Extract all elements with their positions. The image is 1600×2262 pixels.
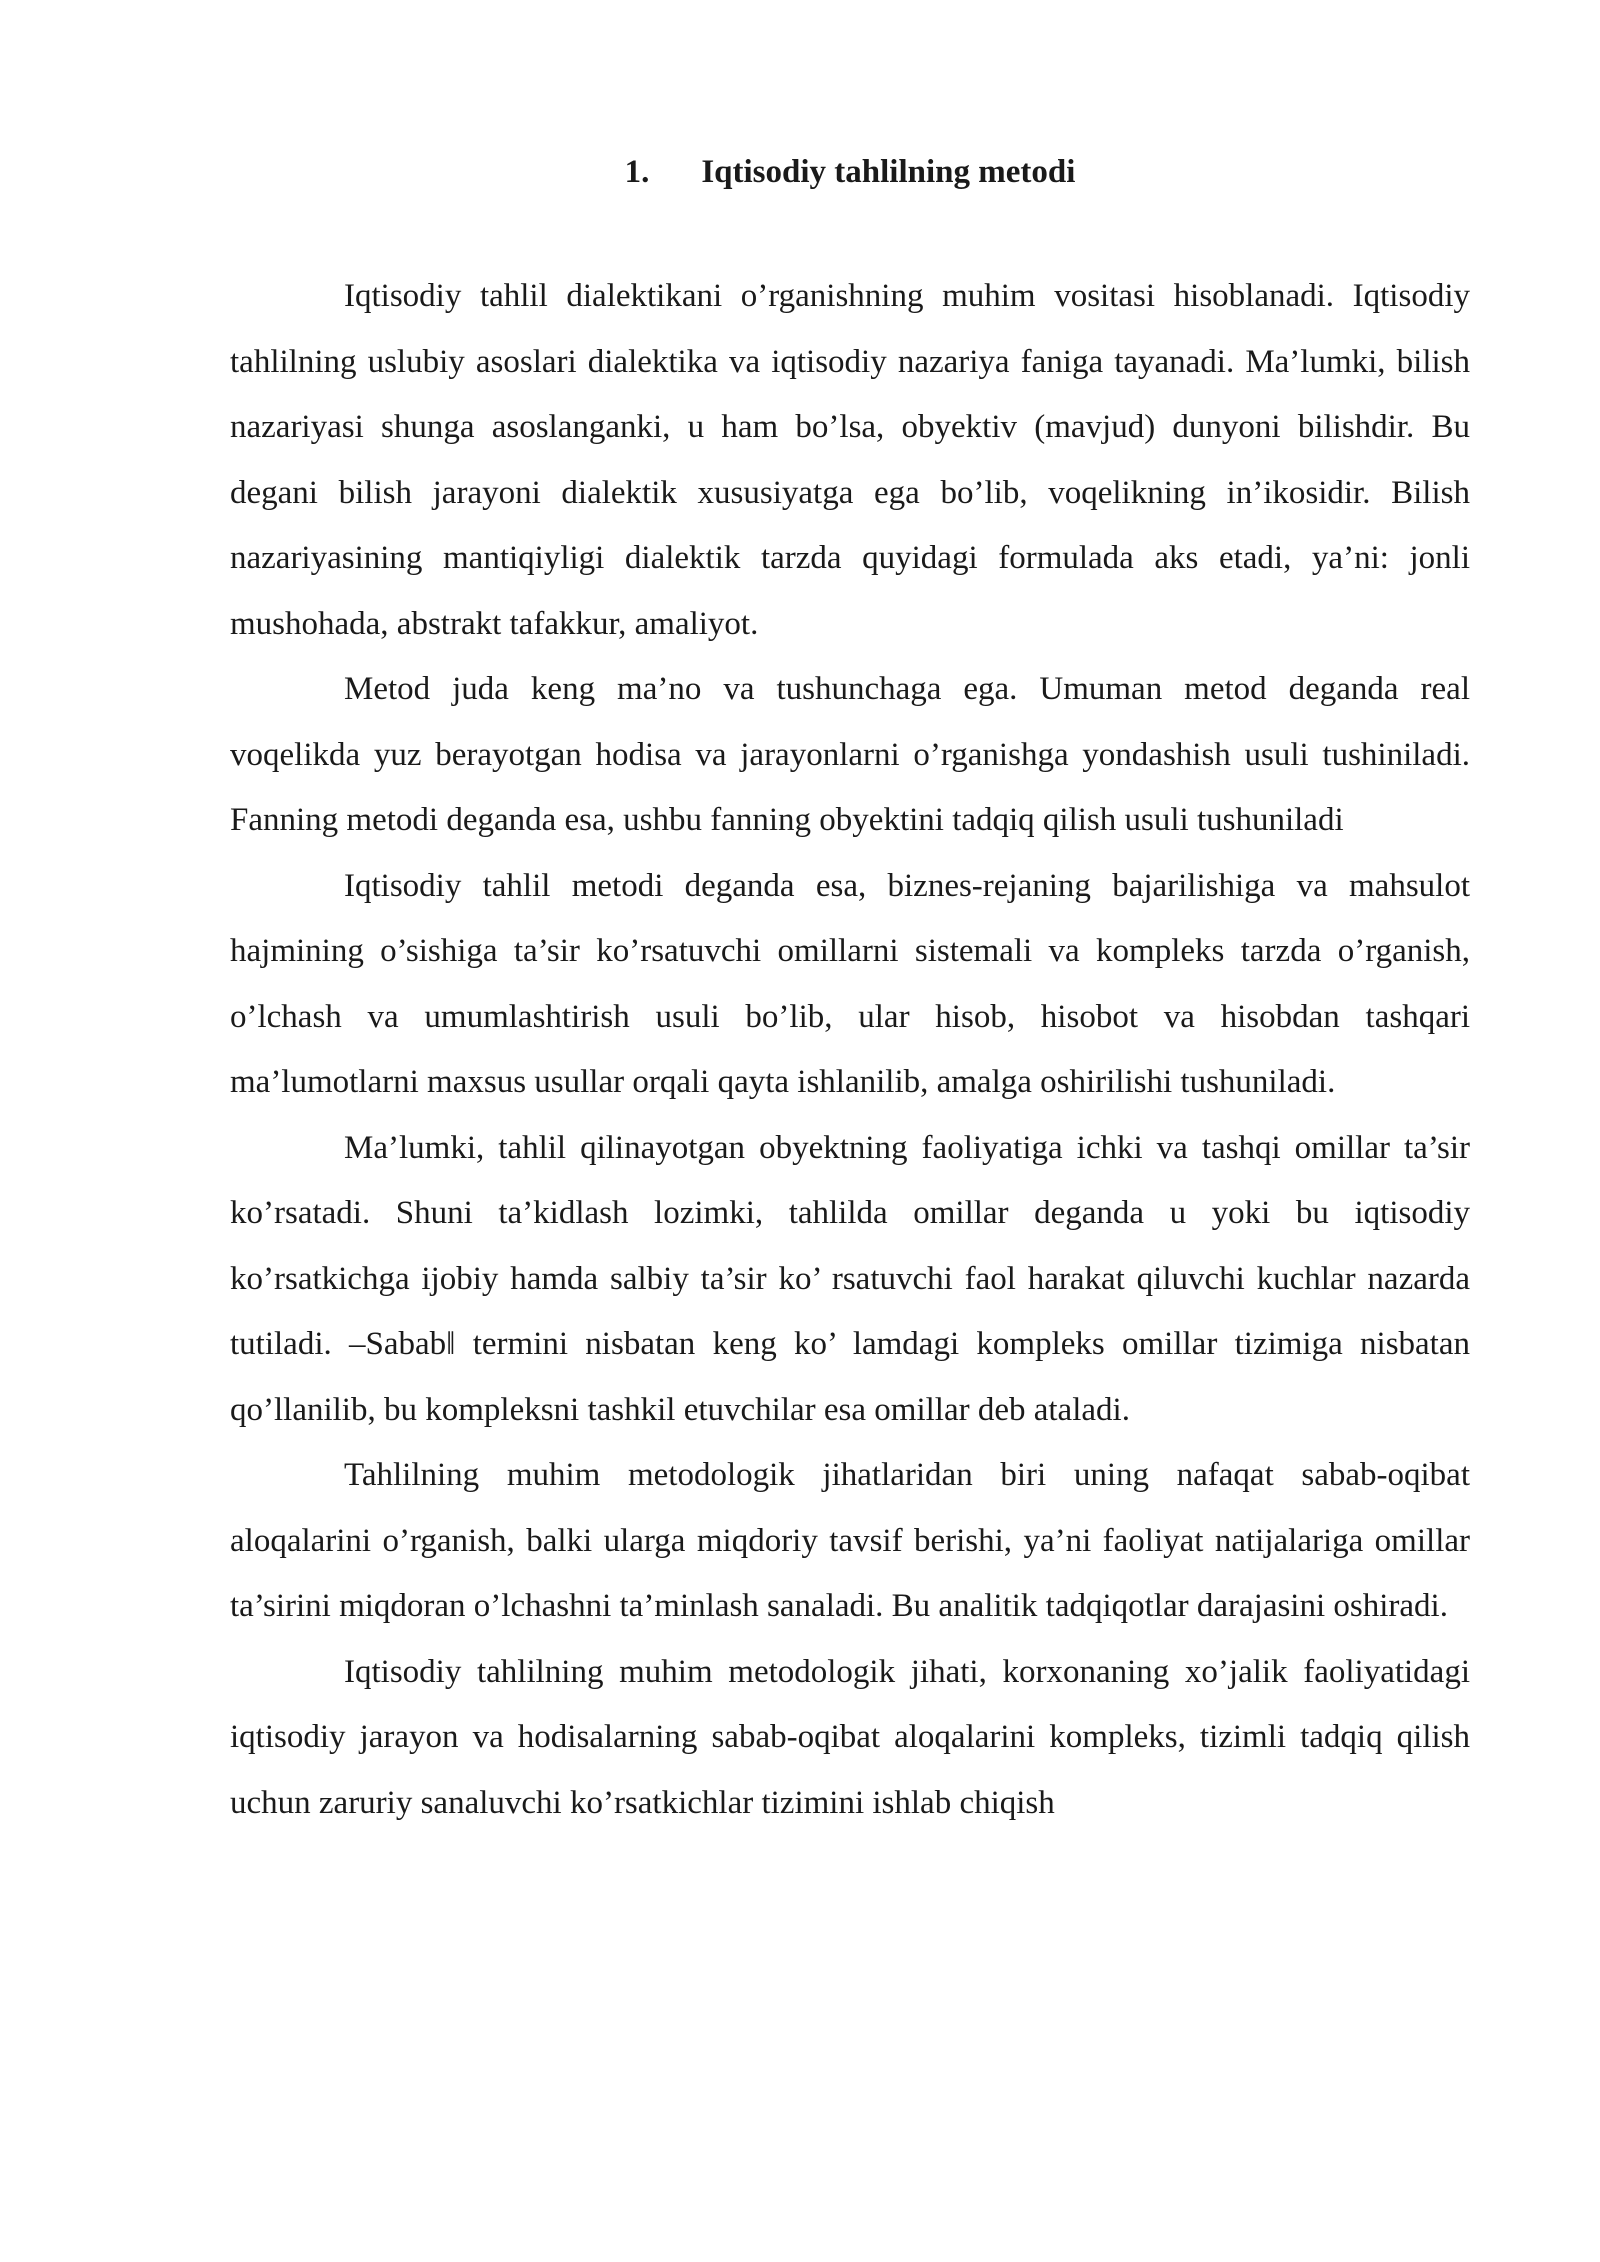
paragraph-5: Tahlilning muhim metodologik jihatlaridan biri uning nafaqat sabab-oqibat aloqalarini o’rganish, balki ularga miqdoriy tavsif berishi, ya’ni faoliyat natijalariga omillar ta’sirini miqdoran o’lchashni ta’minlash sanaladi. Bu analitik tadqiqotlar darajasini oshiradi.: [230, 1457, 1470, 1624]
document-body: [230, 150, 1470, 1836]
section-heading: [230, 150, 1470, 194]
section-number: 1.: [624, 154, 650, 190]
section-title: Iqtisodiy tahlilning metodi: [701, 154, 1076, 190]
paragraph-2: Metod juda keng ma’no va tushunchaga ega. Umuman metod deganda real voqelikda yuz berayotgan hodisa va jarayonlarni o’rganishga yondashish usuli tushiniladi. Fanning metodi deganda esa, ushbu fanning obyektini tadqiq qilish usuli tushuniladi: [230, 671, 1470, 838]
paragraph-1: Iqtisodiy tahlil dialektikani o’rganishning muhim vositasi hisoblanadi. Iqtisodiy tahlilning uslubiy asoslari dialektika va iqtisodiy nazariya faniga tayanadi. Ma’lumki, bilish nazariyasi shunga asoslanganki, u ham bo’lsa, obyektiv (mavjud) dunyoni bilishdir. Bu degani bilish jarayoni dialektik xususiyatga ega bo’lib, voqelikning in’ikosidir. Bilish nazariyasining mantiqiyligi dialektik tarzda quyidagi formulada aks etadi, ya’ni: jonli mushohada, abstrakt tafakkur, amaliyot.: [230, 278, 1470, 642]
paragraph-6: Iqtisodiy tahlilning muhim metodologik jihati, korxonaning xo’jalik faoliyatidagi iqtisodiy jarayon va hodisalarning sabab-oqibat aloqalarini kompleks, tizimli tadqiq qilish uchun zaruriy sanaluvchi ko’rsatkichlar tizimini ishlab chiqish: [230, 1653, 1470, 1821]
paragraph-4: Ma’lumki, tahlil qilinayotgan obyektning faoliyatiga ichki va tashqi omillar ta’sir ko’rsatadi. Shuni ta’kidlash lozimki, tahlilda omillar deganda u yoki bu iqtisodiy ko’rsatkichga ijobiy hamda salbiy ta’sir ko’ rsatuvchi faol harakat qiluvchi kuchlar nazarda tutiladi. ‒Sabab‖ termini nisbatan keng ko’ lamdagi kompleks omillar tizimiga nisbatan qo’llanilib, bu kompleksni tashkil etuvchilar esa omillar deb ataladi.: [230, 1129, 1470, 1428]
paragraph-3: Iqtisodiy tahlil metodi deganda esa, biznes-rejaning bajarilishiga va mahsulot hajmining o’sishiga ta’sir ko’rsatuvchi omillarni sistemali va kompleks tarzda o’rganish, o’lchash va umumlashtirish usuli bo’lib, ular hisob, hisobot va hisobdan tashqari ma’lumotlarni maxsus usullar orqali qayta ishlanilib, amalga oshirilishi tushuniladi.: [230, 867, 1470, 1100]
